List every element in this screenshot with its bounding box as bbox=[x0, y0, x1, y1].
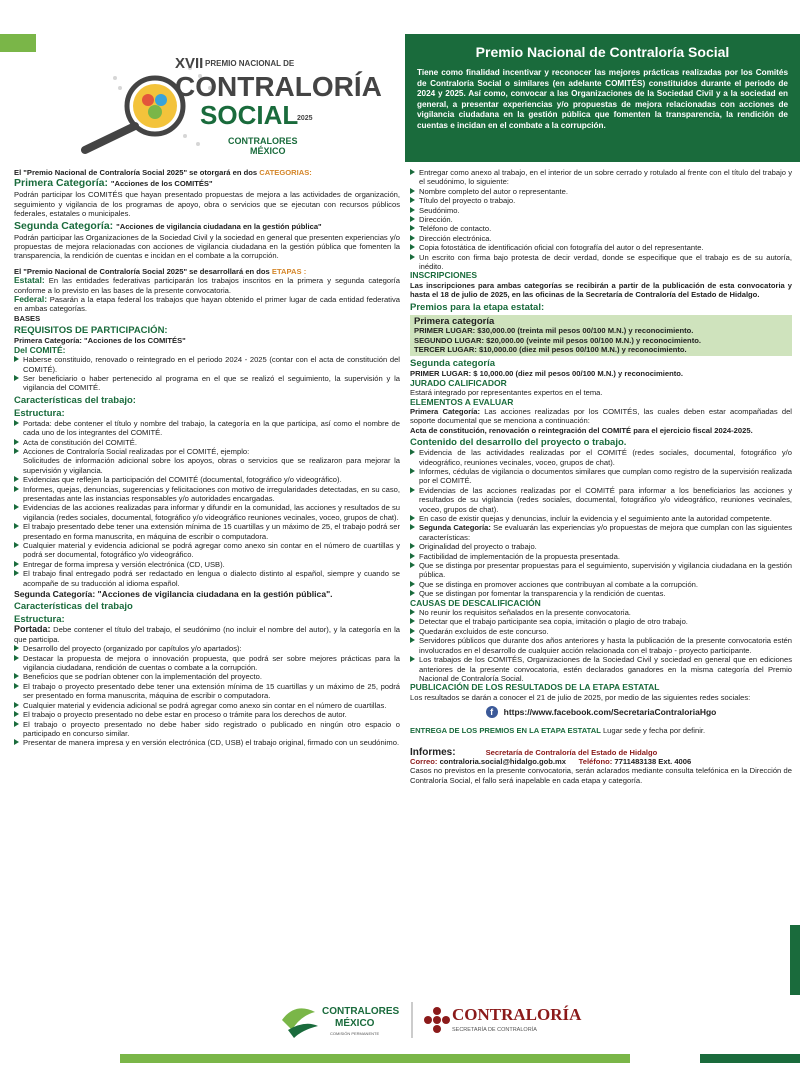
jurado-title: JURADO CALIFICADOR bbox=[410, 377, 507, 388]
estructura2-title: Estructura: bbox=[14, 614, 65, 626]
estructura-title: Estructura: bbox=[14, 407, 65, 419]
casos-text: Casos no previstos en la presente convocatoria, serán aclarados mediante consulta telefónica en la Dirección de Contraloría Social, el fallo será inapelable en cada etapa y categoría. bbox=[410, 766, 792, 785]
logo-line1: PREMIO NACIONAL DE bbox=[205, 59, 295, 68]
top-left-accent bbox=[0, 34, 36, 52]
estatal-text: Estatal: En las entidades federativas participarán los trabajos inscritos en la primera y segunda categoría conforme a lo previsto en las bases de la presente convocatoria. bbox=[14, 275, 400, 295]
est-item: Evidencias que reflejen la participación del COMITÉ (documental, fotográfico y/o videográfico). bbox=[14, 475, 400, 484]
publicacion-title: PUBLICACIÓN DE LOS RESULTADOS DE LA ETAPA ESTATAL bbox=[410, 682, 660, 693]
entrega-item: Seudónimo. bbox=[410, 206, 792, 215]
primera-title: Primera categoría bbox=[414, 315, 495, 327]
seg-item: Que se distinga en promover acciones que contribuyan al combate a la corrupción. bbox=[410, 580, 792, 589]
logo-line2: CONTRALORÍA bbox=[175, 71, 382, 102]
contest-logo bbox=[60, 48, 400, 158]
entrega-item: Un escrito con firma bajo protesta de decir verdad, donde se especifique que el trabajo es de su autoría, inédito. bbox=[410, 253, 792, 272]
seg-item: Factibilidad de implementación de la propuesta presentada. bbox=[410, 552, 792, 561]
est-item: El trabajo final entregado podrá ser redactado en lengua o dialecto distinto al español, siempre y cuando se acompañe de su traducción al idioma español. bbox=[14, 569, 400, 588]
cont-item: Evidencia de las actividades realizadas por el COMITÉ (redes sociales, documental, fotográfico y/o videográfico, reuniones vecinales, voceo, grupos de chat). bbox=[410, 448, 792, 467]
causas-title: CAUSAS DE DESCALIFICACIÓN bbox=[410, 597, 541, 608]
cont-item: Evidencias de las acciones realizadas por el COMITÉ para informar a los beneficiarios las acciones y resultados de su vigilancia (redes sociales, documental, fotográfico y/o videográfico, reuniones vecinales, voceo, grupos de chat). bbox=[410, 486, 792, 514]
cat2-heading: Segunda Categoría: "Acciones de vigilancia ciudadana en la gestión pública" bbox=[14, 219, 322, 232]
segunda-title: Segunda categoría bbox=[410, 358, 495, 370]
est2-item: El trabajo o proyecto presentado no debe estar en proceso o trámite para los derechos de autor. bbox=[14, 710, 400, 719]
cont-item: En caso de existir quejas y denuncias, incluir la evidencia y el seguimiento ante la autoridad competente. bbox=[410, 514, 792, 523]
footer-org1: CONTRALORES bbox=[322, 1006, 400, 1017]
logo-edition: XVII bbox=[175, 55, 204, 72]
causa-item: Servidores públicos que durante dos años anteriores y hasta la publicación de la presente convocatoria estén involucrados en el desarrollo de cualquier acción relacionada con el trabajo - proyecto participante. bbox=[410, 636, 792, 655]
est-item: Evidencias de las acciones realizadas para informar y difundir en la comunidad, las acciones y resultados de su vigilancia (redes sociales, documental, fotográfico y/o videográfico reuniones vecinales, voceo, grupos de chat). bbox=[14, 503, 400, 522]
cat1-heading: Primera Categoría: "Acciones de los COMITÉS" bbox=[14, 177, 213, 190]
seg-cat-title: Segunda Categoría: "Acciones de vigilancia ciudadana en la gestión pública". bbox=[14, 589, 333, 600]
footer-logo-graphic bbox=[280, 1000, 610, 1042]
etapas-intro: El "Premio Nacional de Contraloría Social 2025" se desarrollará en dos ETAPAS : bbox=[14, 266, 307, 276]
entrega-premios: ENTREGA DE LOS PREMIOS EN LA ETAPA ESTATAL Lugar sede y fecha por definir. bbox=[410, 726, 706, 736]
contact-row: Correo: contraloria.social@hidalgo.gob.mx Teléfono: 7711483138 Ext. 4006 bbox=[410, 756, 692, 766]
elementos-title: ELEMENTOS A EVALUAR bbox=[410, 396, 514, 407]
req-item: Ser beneficiario o haber pertenecido al programa en el que se realizó el seguimiento, la supervisión y la vigilancia del COMITÉ. bbox=[14, 374, 400, 393]
right-accent bbox=[790, 925, 800, 995]
prize-line: PRIMER LUGAR: $30,000.00 (treinta mil pesos 00/100 M.N.) y reconocimiento. bbox=[414, 326, 694, 336]
req-item: Haberse constituido, renovado o reintegrado en el periodo 2024 - 2025 (contar con el acta de constitución del COMITÉ). bbox=[14, 355, 400, 374]
est2-item: Destacar la propuesta de mejora o innovación propuesta, que podrá ser sobre mejores prácticas para la vigilancia ciudadana, rendición de cuentas o combate a la corrupción. bbox=[14, 654, 400, 673]
est-item: Portada: debe contener el título y nombre del trabajo, la categoría en la que participa, así como el nombre de cada uno de los integrantes del COMITÉ. bbox=[14, 419, 400, 438]
footer-org2: MÉXICO bbox=[335, 1018, 375, 1029]
footer-logos bbox=[280, 1000, 610, 1042]
logo-line3: SOCIAL bbox=[200, 100, 299, 130]
del-comite: Del COMITÉ: bbox=[14, 344, 66, 355]
entrega-item: Dirección electrónica. bbox=[410, 234, 792, 243]
est-item: Acta de constitución del COMITÉ. bbox=[14, 438, 400, 447]
est-sub: Solicitudes de información adicional sobre los apoyos, obras o servicios que se realizaron para mejorar la supervisión y vigilancia. bbox=[23, 456, 400, 475]
est-item: Acciones de Contraloría Social realizadas por el COMITÉ, ejemplo: bbox=[14, 447, 400, 456]
contenido-title: Contenido del desarrollo del proyecto o trabajo. bbox=[410, 437, 627, 449]
cat2-text: Podrán participar las Organizaciones de la Sociedad Civil y la sociedad en general que presenten experiencias y/o propuestas de mejora relacionadas con acciones de vigilancia ciudadana en la gestión pública que fomenten la transparencia, la rendición de cuentas e incidan en el combate a la corrupción. bbox=[14, 232, 400, 261]
entrega-item: Dirección. bbox=[410, 215, 792, 224]
footer-bar-light bbox=[120, 1054, 630, 1063]
est-item: El trabajo presentado debe tener una extensión mínima de 15 cuartillas y un máximo de 25, el trabajo podrá ser presentado en forma manuscrita, en máquina de escribir o computadora. bbox=[14, 522, 400, 541]
prize2-line: PRIMER LUGAR: $ 10,000.00 (diez mil pesos 00/100 M.N.) y reconocimiento. bbox=[410, 369, 684, 379]
prize-box-primera bbox=[410, 315, 792, 357]
content-columns bbox=[0, 168, 800, 988]
portada-text: Portada: Debe contener el título del trabajo, el seudónimo (no incluir el nombre del autor), y la categoría en la que participa. bbox=[14, 624, 400, 644]
causa-item: Los trabajos de los COMITÉS, Organizaciones de la Sociedad Civil y sociedad en general que en ediciones anteriores de la presente convocatoria, estén declarados ganadores en la misma categoría del Premio Nacional de Contraloría Social. bbox=[410, 655, 792, 683]
elementos-text: Primera Categoría: Las acciones realizadas por los COMITÉS, las cuales deben estar acompañadas del soporte documental que se menciona a continuación: bbox=[410, 406, 792, 426]
footer-ctrl: CONTRALORÍA bbox=[452, 1005, 582, 1024]
logo-graphic bbox=[60, 48, 400, 158]
logo-year: 2025 bbox=[297, 115, 313, 122]
hero-title: Premio Nacional de Contraloría Social bbox=[475, 44, 730, 60]
publicacion-text: Los resultados se darán a conocer el 21 de julio de 2025, por medio de las siguientes redes sociales: bbox=[410, 692, 751, 702]
logo-org2: MÉXICO bbox=[250, 146, 286, 156]
logo-org1: CONTRALORES bbox=[228, 136, 298, 146]
jurado-text: Estará integrado por representantes expertos en el tema. bbox=[410, 388, 603, 398]
footer-bar-dark bbox=[700, 1054, 800, 1063]
hero-intro: Tiene como finalidad incentivar y reconocer las mejores prácticas realizadas por los Comités de Contraloría Social o similares (en adelante COMITÉS) constituidos durante el periodo de 2024 y 2025. Así como, convocar a las Organizaciones de la Sociedad Civil y a la sociedad en general, a presentar experiencias y/o propuestas de mejora relacionadas con acciones de vigilancia ciudadana en la gestión pública que fomenten la transparencia, la rendición de cuentas e incidan en el combate a la corrupción. bbox=[417, 68, 788, 130]
email-link[interactable]: contraloria.social@hidalgo.gob.mx bbox=[439, 756, 566, 766]
est2-item: El trabajo o proyecto presentado debe tener una extensión mínima de 15 cuartillas y un máximo de 25, podrá ser presentado en forma manuscrita, máquina de escribir o computadora. bbox=[14, 682, 400, 701]
premios-title: Premios para la etapa estatal: bbox=[410, 301, 545, 313]
est2-item: Presentar de manera impresa y en versión electrónica (CD, USB) el trabajo original, firmado con un seudónimo. bbox=[14, 738, 400, 747]
footer-ctrl-sub: SECRETARÍA DE CONTRALORÍA bbox=[452, 1027, 537, 1033]
inscripciones-text: Las inscripciones para ambas categorías se recibirán a partir de la publicación de esta convocatoria y hasta el 18 de julio de 2025, en las oficinas de la Secretaría de Contraloría del Estado de Hidalgo. bbox=[410, 280, 792, 300]
causa-item: Quedarán excluidos de este concurso. bbox=[410, 627, 792, 636]
prize-line: TERCER LUGAR: $10,000.00 (diez mil pesos 00/100 M.N.) y reconocimiento. bbox=[414, 344, 687, 354]
hero-panel bbox=[405, 34, 800, 162]
left-column bbox=[14, 168, 400, 748]
federal-text: Federal: Pasarán a la etapa federal los trabajos que hayan obtenido el primer lugar de cada entidad federativa en ambas categorías. bbox=[14, 294, 400, 314]
est-item: Entregar de forma impresa y versión electrónica (CD, USB). bbox=[14, 560, 400, 569]
est2-item: Beneficios que se podrían obtener con la implementación del proyecto. bbox=[14, 672, 400, 681]
bases-label: BASES bbox=[14, 313, 41, 323]
right-column bbox=[410, 168, 792, 785]
informes-row: Informes: Secretaría de Contraloría del Estado de Hidalgo bbox=[410, 746, 658, 758]
inscripciones-title: INSCRIPCIONES bbox=[410, 270, 478, 281]
req-cat1: Primera Categoría: "Acciones de los COMITÉS" bbox=[14, 336, 186, 346]
requisitos-title: REQUISITOS DE PARTICIPACIÓN: bbox=[14, 325, 168, 337]
cont-item: Informes, cédulas de vigilancia o documentos similares que cumplan como registro de la supervisión realizada por el COMITÉ. bbox=[410, 467, 792, 486]
causa-item: Detectar que el trabajo participante sea copia, imitación o plagio de otro trabajo. bbox=[410, 617, 792, 626]
seg-eval: Segunda Categoría: Se evaluarán las experiencias y/o propuestas de mejora que cumplan con las siguientes características: bbox=[410, 523, 792, 542]
est-item: Cualquier material y evidencia adicional se podrá agregar como anexo sin contar en el número de cuartillas y podrá ser documental, fotográfico y/o videográfico. bbox=[14, 541, 400, 560]
facebook-icon: f bbox=[486, 706, 498, 718]
categories-intro: El "Premio Nacional de Contraloría Social 2025" se otorgará en dos CATEGORIAS: bbox=[14, 168, 312, 177]
seg-item: Que se distingan por fomentar la transparencia y la rendición de cuentas. bbox=[410, 589, 792, 598]
facebook-link[interactable]: f https://www.facebook.com/SecretariaContraloriaHgo bbox=[410, 706, 792, 718]
caract-title: Características del trabajo: bbox=[14, 394, 136, 406]
elementos-bold: Acta de constitución, renovación o reintegración del COMITÉ para el ejercicio fiscal 2024-2025. bbox=[410, 425, 753, 435]
entrega-item: Título del proyecto o trabajo. bbox=[410, 196, 792, 205]
entrega-item: Nombre completo del autor o representante. bbox=[410, 187, 792, 196]
entrega-item: Teléfono de contacto. bbox=[410, 224, 792, 233]
footer-org3: COMISIÓN PERMANENTE bbox=[330, 1031, 380, 1036]
seg-item: Originalidad del proyecto o trabajo. bbox=[410, 542, 792, 551]
entrega-item: Copia fotostática de identificación oficial con fotografía del autor o del representante. bbox=[410, 243, 792, 252]
est-item: Informes, quejas, denuncias, sugerencias y felicitaciones con motivo de irregularidades detectadas, en su caso, presentadas ante las instancias responsables y/o autoridades encargadas. bbox=[14, 485, 400, 504]
est2-item: Desarrollo del proyecto (organizado por capítulos y/o apartados): bbox=[14, 644, 400, 653]
prize-line: SEGUNDO LUGAR: $20,000.00 (veinte mil pesos 00/100 M.N.) y reconocimiento. bbox=[414, 335, 701, 345]
caract2-title: Características del trabajo bbox=[14, 601, 133, 613]
est2-item: El trabajo o proyecto presentado no debe haber sido registrado o publicado en ningún otro espacio o participado en concurso similar. bbox=[14, 720, 400, 739]
est2-item: Cualquier material y evidencia adicional se podrá agregar como anexo sin contar en el número de cuartillas. bbox=[14, 701, 400, 710]
seg-item: Que se distinga por presentar propuestas para el seguimiento, supervisión y vigilancia ciudadana en la gestión pública. bbox=[410, 561, 792, 580]
entrega-item: Entregar como anexo al trabajo, en el interior de un sobre cerrado y rotulado al frente con el título del trabajo y el seudónimo, lo siguiente: bbox=[410, 168, 792, 187]
cat1-text: Podrán participar los COMITÉS que hayan presentado propuestas de mejora a las actividades de organización, seguimiento y vigilancia de los programas de apoyo, obra o servicios que se ejecutan con recursos públicos federales, estatales o municipales. bbox=[14, 190, 400, 219]
causa-item: No reunir los requisitos señalados en la presente convocatoria. bbox=[410, 608, 792, 617]
